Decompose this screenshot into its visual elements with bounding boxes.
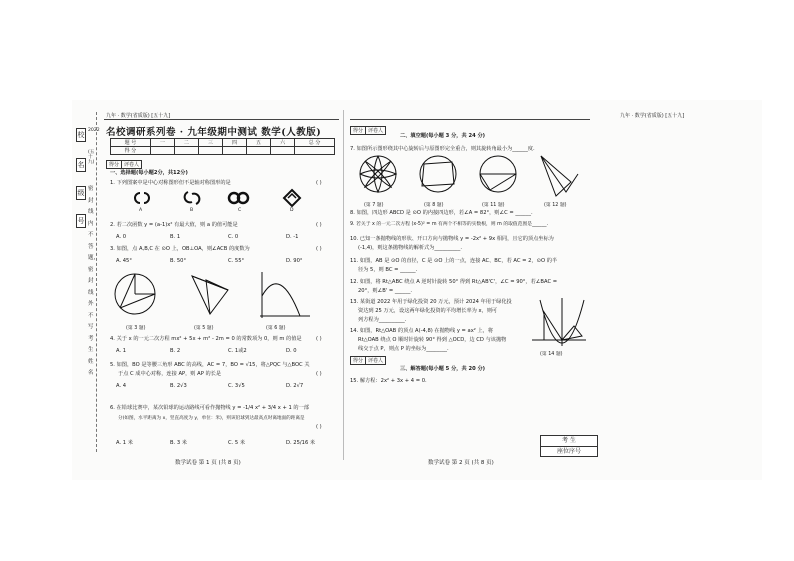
figure-q11-circle [480,156,516,192]
left-footer: 数学试卷 第 1 页 (共 8 页) [175,460,241,466]
q8-text: 8. 如图，四边形 ABCD 是 ⊙O 的内接四边形，若∠A = 82°，则∠C = ______. [350,210,533,216]
q4-option-b: B. 2 [170,348,181,354]
q3-answer-paren: ( ) [316,246,322,252]
q9-text: 9. 若关于 x 的一元二次方程 (x-5)² = m 有两个不相等的实数根，则 m 的取值范围是______. [350,222,549,227]
grader-name-label: 评卷人 [124,162,140,168]
fig6-caption: (第 6 题) [266,326,286,331]
q4-option-c: C. 1或2 [228,348,247,354]
q5-option-a: A. 4 [116,383,127,389]
score-cell: 一 [150,139,174,147]
binding-label-number: 号 [76,214,86,228]
page-divider [343,110,344,460]
binding-code: (五十九) [88,150,95,165]
q1-text: 1. 下列图案中是中心对称图形但不是轴对称图形的是 [110,180,231,186]
q10-text-line2: (-1,4)，则这条抛物线的解析式为__________. [358,245,463,251]
q1-label-c: C [238,208,242,213]
binding-label-school: 校 [76,128,86,142]
fig11-caption: (第 11 题) [482,203,505,208]
score-cell [247,147,271,155]
q1-figure-b [185,192,200,204]
q5-text-line1: 5. 如图，BO 是等腰三角形 ABC 的高线，AC = 7，BO = √15，将△PQC 与△BOC 关 [110,362,310,368]
q7-text: 7. 如图所示图形绕其中心旋转后与原图形完全重合，则其旋转角最小为______度. [350,146,535,152]
q3-option-b: B. 50° [170,258,187,264]
fig12-caption: (第 12 题) [544,203,567,208]
q4-text: 4. 关于 x 的一元二次方程 mx² + 5x + m² - 2m = 0 的常数项为 0，则 m 的值是 [110,336,302,342]
score-cell: 题 号 [111,139,151,147]
q12-text-line2: 20°，则∠B' = ______. [358,288,413,294]
score-table [110,138,335,155]
figure-q7-flower [360,156,396,192]
grader-score-label: 得分 [107,161,122,168]
q1-figure-d [284,190,300,206]
score-cell [222,147,246,155]
q11-text-line2: 径为 5，则 BC = ______. [358,267,418,273]
figure-q6-parabola [260,272,310,318]
fig7-caption: (第 7 题) [364,203,384,208]
score-cell [198,147,222,155]
left-grader-box [106,160,142,169]
q6-option-c: C. 5 米 [228,440,246,446]
q5-answer-paren: ( ) [316,371,322,377]
score-cell: 二 [174,139,198,147]
q2-option-d: D. -1 [286,234,299,240]
right-grader-box-2 [350,356,386,365]
q3-option-c: C. 55° [228,258,245,264]
fig8-caption: (第 8 题) [424,203,444,208]
figure-q8-quad [420,156,456,192]
score-table-score-row [111,147,335,155]
score-cell [174,147,198,155]
q4-answer-paren: ( ) [316,336,322,342]
right-header-rule [350,119,590,120]
score-cell: 三 [198,139,222,147]
q3-option-d: D. 90° [286,258,303,264]
right-grader-box-1 [350,126,386,135]
fig3-caption: (第 3 题) [126,326,146,331]
q13-text-line1: 13. 某街道 2022 年用于绿化投资 20 万元，预计 2024 年用于绿化投 [350,299,512,305]
binding-label-name: 名 [76,158,86,172]
q1-label-d: D [290,208,294,213]
binding-year: 2022 [88,128,100,133]
binding-dashed-line [96,112,97,452]
q6-text-line2: 分(如图，水平距离为 x，竖直高度为 y，单位：米)，则该铅球到达最高点时离地面的距离是 [118,416,305,421]
q1-figure-a [135,193,149,203]
grader-score-label: 得分 [351,127,366,134]
q3-text: 3. 如图，点 A,B,C 在 ⊙O 上，OB⊥OA，则∠ACB 的度数为 [110,246,250,252]
q2-answer-paren: ( ) [316,222,322,228]
q11-text-line1: 11. 如图，AB 是 ⊙O 的直径，C 是 ⊙O 上的一点，连接 AC、BC，若 AC = 2，⊙O 的半 [350,258,558,264]
right-figures-row [356,152,586,200]
q2-option-a: A. 0 [116,234,127,240]
q1-answer-paren: ( ) [316,180,322,186]
q4-option-a: A. 1 [116,348,127,354]
seat-box-label-student: 考 生 [541,436,597,447]
q15-text: 15. 解方程：2x² + 3x + 4 = 0. [350,378,427,384]
q5-option-c: C. 3√5 [228,383,245,389]
score-cell: 四 [222,139,246,147]
score-cell [295,147,335,155]
score-cell: 六 [271,139,295,147]
binding-vertical-text: 密封线内不答题，密封线外不写考生姓名 [88,186,100,376]
score-cell [150,147,174,155]
q2-option-c: C. 0 [228,234,239,240]
q5-option-d: D. 2√7 [286,383,304,389]
fig5-caption: (第 5 题) [194,326,214,331]
q6-text-line1: 6. 在铅球比赛中，某次铅球的运动路线可看作抛物线 y = -1/4 x² + 3/4 x + 1 的一部 [110,405,309,411]
left-figures [110,266,340,324]
grader-score-label: 得分 [351,357,366,364]
left-header-rule [104,119,339,120]
q1-label-a: A [139,208,143,213]
q5-option-b: B. 2√3 [170,383,187,389]
score-cell: 得 分 [111,147,151,155]
q5-text-line2: 于点 C 成中心对称，连接 AP，则 AP 的长是 [118,371,222,377]
score-cell [271,147,295,155]
q6-option-a: A. 1 米 [116,440,133,446]
left-header: 九年 · 数学(省质版) [五十九] [106,113,171,119]
section1-heading: 一、选择题(每小题2分，共12分) [110,170,188,176]
figure-q5-triangle [192,276,228,314]
figure-q14-graph [530,296,590,348]
seat-box-label-seat: 座位序号 [556,448,581,455]
binding-label-class: 级 [76,186,86,200]
q1-figures [110,188,320,208]
right-header: 九年 · 数学(省质版) [五十九] [620,113,685,119]
figure-q12-triangle [541,156,578,196]
q6-option-b: B. 3 米 [170,440,187,446]
q14-text-line2: Rt△OAB 绕点 O 顺时针旋转 90° 得到 △OCD，边 CD 与该抛物 [358,337,507,343]
q2-option-b: B. 1 [170,234,181,240]
q10-text-line1: 10. 已知一条抛物线的形状、开口方向与抛物线 y = -2x² + 9x 相同，且它的顶点坐标为 [350,236,554,242]
q3-option-a: A. 45° [116,258,132,264]
score-cell: 五 [247,139,271,147]
q14-text-line3: 线交于点 P，则点 P 的坐标为________. [358,346,449,352]
q13-text-line3: 列方程为__________. [358,317,407,323]
grader-name-label: 评卷人 [368,358,384,364]
fig14-caption: (第 14 题) [540,352,563,357]
section3-heading: 三、解答题(每小题 5 分，共 20 分) [400,366,486,372]
q6-option-d: D. 25/16 米 [286,440,316,446]
figure-q3-circle [115,274,155,314]
right-footer: 数学试卷 第 2 页 (共 8 页) [428,460,494,466]
score-table-header-row [111,139,335,147]
q1-figure-c [229,193,248,203]
section2-heading: 二、填空题(每小题 3 分，共 24 分) [400,133,486,139]
seat-number-box [540,435,598,457]
q2-text: 2. 若二次函数 y = (a-1)x² 有最大值，则 a 的值可能是 [110,222,238,228]
q1-label-b: B [190,208,194,213]
score-cell: 总 分 [295,139,335,147]
q13-text-line2: 资达到 25 万元，设这两年绿化投资的平均增长率为 x，则可 [358,308,498,314]
left-title: 名校调研系列卷 · 九年级期中测试 数学(人教版) [106,127,322,138]
q12-text-line1: 12. 如图，将 Rt△ABC 绕点 A 逆时针旋转 50° 得到 Rt△AB'C'，∠C = 90°，若∠BAC = [350,279,558,285]
q4-option-d: D. 0 [286,348,297,354]
grader-name-label: 评卷人 [368,128,384,134]
q6-answer-paren: ( ) [316,424,322,430]
q14-text-line1: 14. 如图，Rt△OAB 的顶点 A(-4,8) 在抛物线 y = ax² 上，将 [350,328,494,334]
